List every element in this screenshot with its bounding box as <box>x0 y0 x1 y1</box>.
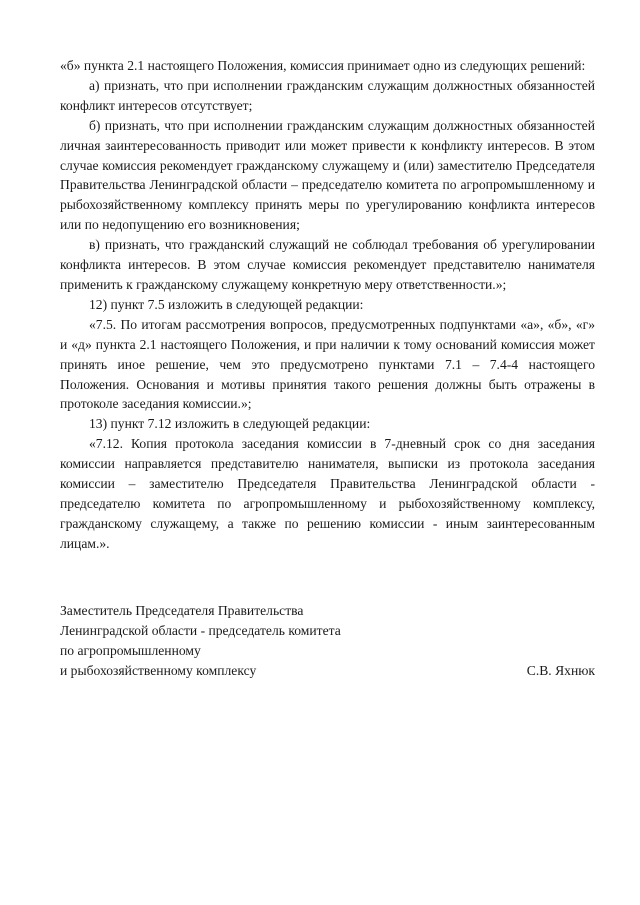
signature-block <box>60 601 595 681</box>
signatory-title-line-4: и рыбохозяйственному комплексу <box>60 662 257 678</box>
paragraph-5: 12) пункт 7.5 изложить в следующей редакции: <box>89 296 364 312</box>
paragraph-6: «7.5. По итогам рассмотрения вопросов, предусмотренных подпунктами «а», «б», «г» и «д» пункта 2.1 настоящего Положения, и при наличии к тому оснований комиссия может принять иное решение, чем это предусмотрено пунктами 7.1 – 7.4-4 настоящего Положения. Основания и мотивы принятия такого решения должны быть отражены в протоколе заседания комиссии.»; <box>60 316 595 412</box>
signatory-title-line-2: Ленинградской области - председатель комитета <box>60 622 341 638</box>
paragraph-7: 13) пункт 7.12 изложить в следующей редакции: <box>89 416 371 432</box>
document-body <box>60 56 595 554</box>
signatory-title-line-3: по агропромышленному <box>60 642 201 658</box>
paragraph-4: в) признать, что гражданский служащий не соблюдал требования об урегулировании конфликта интересов. В этом случае комиссия рекомендует представителю нанимателя применить к гражданскому служащему конкретную меру ответственности.»; <box>60 237 595 292</box>
paragraph-8: «7.12. Копия протокола заседания комиссии в 7-дневный срок со дня заседания комиссии направляется представителю нанимателя, выписки из протокола заседания комиссии – заместителю Председателя Правительства Ленинградской области - председателю комитета по агропромышленному и рыбохозяйственному комплексу, гражданскому служащему, а также по решению комиссии - иным заинтересованным лицам.». <box>60 436 595 551</box>
signatory-title-line-1: Заместитель Председателя Правительства <box>60 603 304 618</box>
paragraph-3: б) признать, что при исполнении гражданским служащим должностных обязанностей личная заинтересованность приводит или может привести к конфликту интересов. В этом случае комиссия рекомендует гражданскому служащему и (или) заместителю Председателя Правительства Ленинградской области – председателю комитета по агропромышленному и рыбохозяйственному комплексу принять меры по урегулированию конфликта интересов или по недопущению его возникновения; <box>60 117 595 233</box>
paragraph-1: «б» пункта 2.1 настоящего Положения, комиссия принимает одно из следующих решений: <box>60 58 586 73</box>
signatory-name: С.В. Яхнюк <box>526 662 595 678</box>
paragraph-2: а) признать, что при исполнении гражданским служащим должностных обязанностей конфликт интересов отсутствует; <box>60 77 595 113</box>
